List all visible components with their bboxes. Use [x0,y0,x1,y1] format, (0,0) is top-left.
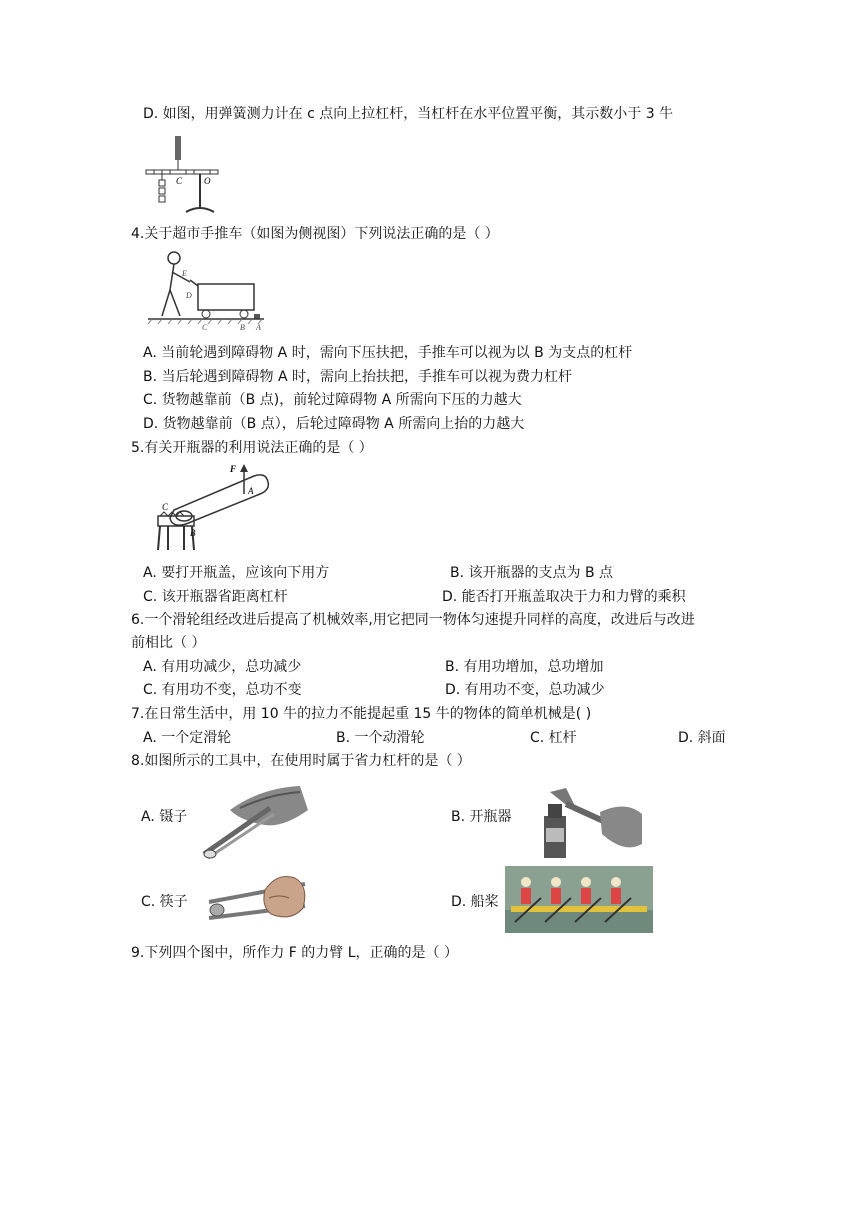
lever-figure [142,134,224,216]
opener-label-f: F [230,464,237,474]
q5-stem: 5.有关开瓶器的利用说法正确的是（ ） [131,440,373,456]
cart-label-c: C [202,323,208,332]
bottle-opener-figure [150,460,272,554]
q6-option-a: A. 有用功减少，总功减少 [143,659,302,675]
q5-option-b: B. 该开瓶器的支点为 B 点 [450,565,614,581]
q3-option-d: D. 如图，用弹簧测力计在 c 点向上拉杠杆，当杠杆在水平位置平衡，其示数小于 3 牛 [143,106,674,122]
chopsticks-image [205,868,311,928]
cart-label-a: A [256,323,261,332]
opener-label-b: B [190,528,196,538]
q4-option-d: D. 货物越靠前（B 点），后轮过障碍物 A 所需向上抬的力越大 [143,416,525,432]
q8-option-a: A. 镊子 [141,809,188,825]
q5-option-c: C. 该开瓶器省距离杠杆 [143,589,288,605]
q6-option-d: D. 有用功不变，总功减少 [445,682,605,698]
q7-option-b: B. 一个动滑轮 [336,730,425,746]
q9-stem: 9.下列四个图中，所作力 F 的力臂 L，正确的是（ ） [131,945,459,961]
rowing-oars-image [505,866,653,933]
q4-stem: 4.关于超市手推车（如图为侧视图）下列说法正确的是（ ） [131,226,499,242]
tweezers-image [200,780,310,862]
q6-stem-line2: 前相比（ ） [131,635,206,651]
q8-option-d: D. 船桨 [451,894,499,910]
q7-option-a: A. 一个定滑轮 [143,730,232,746]
q5-option-a: A. 要打开瓶盖，应该向下用方 [143,565,330,581]
q6-option-c: C. 有用功不变，总功不变 [143,682,302,698]
q8-option-b: B. 开瓶器 [451,809,512,825]
q8-stem: 8.如图所示的工具中，在使用时属于省力杠杆的是（ ） [131,753,471,769]
lever-label-c: C [176,176,183,186]
q4-option-b: B. 当后轮遇到障碍物 A 时，需向上抬扶把，手推车可以视为费力杠杆 [143,369,572,385]
opener-label-a: A [248,486,254,496]
q8-option-c: C. 筷子 [141,894,188,910]
lever-label-o: O [204,176,211,186]
cart-label-b: B [240,323,245,332]
q7-option-d: D. 斜面 [678,730,726,746]
q6-option-b: B. 有用功增加，总功增加 [445,659,604,675]
q6-stem-line1: 6.一个滑轮组经改进后提高了机械效率,用它把同一物体匀速提升同样的高度，改进后与改进 [131,612,695,628]
cart-label-d: D [186,291,192,300]
q4-option-a: A. 当前轮遇到障碍物 A 时，需向下压扶把，手推车可以视为以 B 为支点的杠杆 [143,345,633,361]
cart-figure [146,250,266,332]
q7-stem: 7.在日常生活中，用 10 牛的拉力不能提起重 15 牛的物体的简单机械是( ) [131,706,592,722]
q5-option-d: D. 能否打开瓶盖取决于力和力臂的乘积 [442,589,686,605]
opener-label-c: C [162,502,169,512]
cart-label-e: E [182,269,187,278]
bottle-opener-image [530,784,642,858]
q4-option-c: C. 货物越靠前（B 点)，前轮过障碍物 A 所需向下压的力越大 [143,392,522,408]
q7-option-c: C. 杠杆 [530,730,577,746]
